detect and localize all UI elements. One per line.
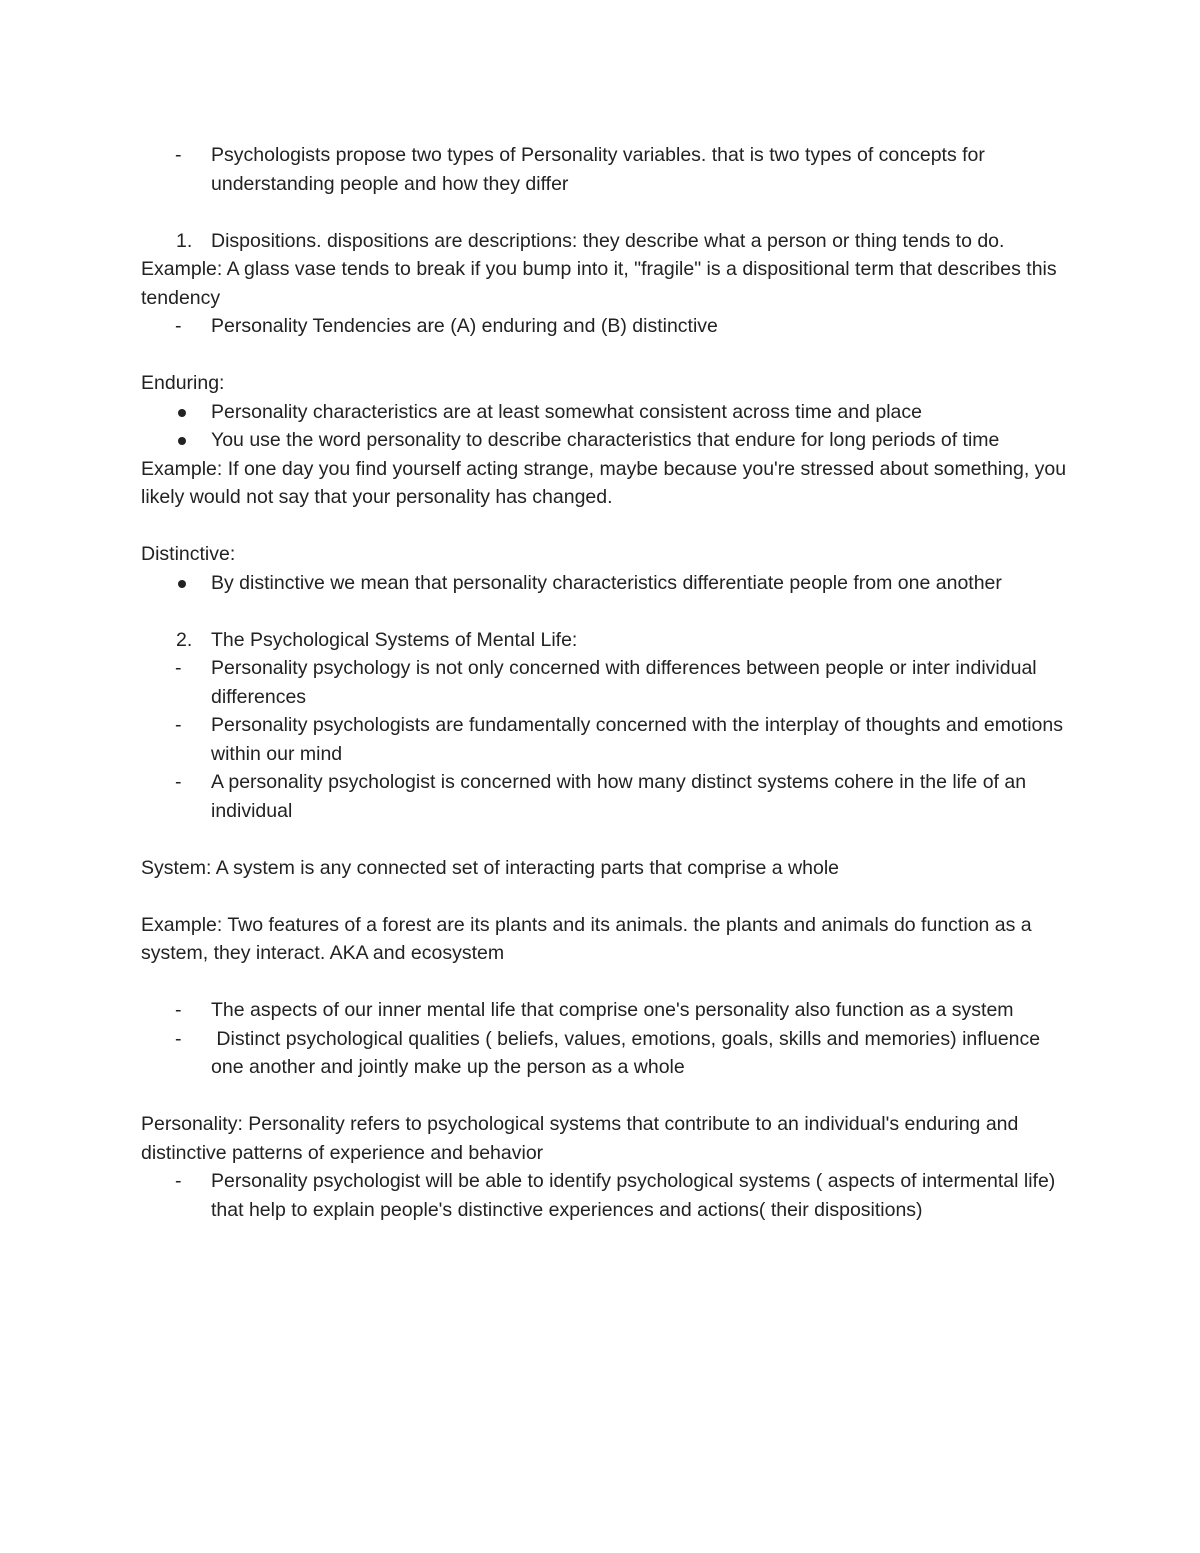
systems-heading-text: The Psychological Systems of Mental Life: bbox=[211, 628, 578, 651]
intro-item-text: Psychologists propose two types of Personality variables. that is two types of concepts for understanding people and how they differ bbox=[211, 144, 985, 195]
list-item: - Personality psychologists are fundamentally concerned with the interplay of thoughts and emotions within our mind bbox=[141, 711, 1071, 768]
list-item: - The aspects of our inner mental life that comprise one's personality also function as a system bbox=[141, 996, 1071, 1025]
system-definition: System: A system is any connected set of interacting parts that comprise a whole bbox=[141, 856, 840, 879]
tendencies-text: Personality Tendencies are (A) enduring and (B) distinctive bbox=[211, 315, 718, 337]
list-item: - Distinct psychological qualities ( beliefs, values, emotions, goals, skills and memories) influence one another and jointly make up the person as a whole bbox=[141, 1025, 1071, 1082]
systems-item-text: Personality psychologists are fundamentally concerned with the interplay of thoughts and emotions within our mind bbox=[211, 714, 1063, 765]
document-page bbox=[141, 141, 1071, 1224]
bullet-item bbox=[141, 398, 1071, 427]
dispositions-text: Dispositions. dispositions are descriptions: they describe what a person or thing tends to do. bbox=[211, 229, 1005, 252]
example-forest: Example: Two features of a forest are its plants and its animals. the plants and animals do function as a system, they interact. AKA and ecosystem bbox=[141, 913, 1032, 964]
systems-item-text: Personality psychology is not only concerned with differences between people or inter individual differences bbox=[211, 657, 1037, 708]
enduring-bullet-text: You use the word personality to describe characteristics that endure for long periods of time bbox=[211, 429, 1000, 451]
distinctive-heading: Distinctive: bbox=[141, 543, 236, 565]
list-item: - Psychologists propose two types of Personality variables. that is two types of concepts for understanding people and how they differ bbox=[141, 141, 1071, 198]
list-item: - Personality psychologist will be able to identify psychological systems ( aspects of intermental life) that help to explain people's distinctive experiences and actions( their dispositions) bbox=[141, 1167, 1071, 1224]
bullet-item bbox=[141, 426, 1071, 455]
list-item: - Personality psychology is not only concerned with differences between people or inter individual differences bbox=[141, 654, 1071, 711]
distinctive-bullet-text: By distinctive we mean that personality characteristics differentiate people from one another bbox=[211, 571, 1002, 594]
list-item: - Personality Tendencies are (A) enduring and (B) distinctive bbox=[141, 312, 1071, 341]
enduring-heading: Enduring: bbox=[141, 372, 225, 394]
example-vase: Example: A glass vase tends to break if you bump into it, "fragile" is a dispositional term that describes this tendency bbox=[141, 258, 1057, 309]
personality-definition: Personality: Personality refers to psychological systems that contribute to an individual's enduring and distinctive patterns of experience and behavior bbox=[141, 1113, 1019, 1164]
final-item-text: Personality psychologist will be able to identify psychological systems ( aspects of intermental life) that help to explain people's distinctive experiences and actions( their dispositions) bbox=[211, 1170, 1056, 1221]
list-item: - A personality psychologist is concerned with how many distinct systems cohere in the life of an individual bbox=[141, 768, 1071, 825]
aspects-item-text: The aspects of our inner mental life that comprise one's personality also function as a system bbox=[211, 999, 1014, 1021]
aspects-item-text: Distinct psychological qualities ( beliefs, values, emotions, goals, skills and memories) influence one another and jointly make up the person as a whole bbox=[211, 1027, 1046, 1078]
numbered-item-1: 1. Dispositions. dispositions are descriptions: they describe what a person or thing tends to do. bbox=[141, 227, 1071, 256]
systems-item-text: A personality psychologist is concerned with how many distinct systems cohere in the life of an individual bbox=[211, 771, 1027, 822]
bullet-item bbox=[141, 569, 1071, 598]
numbered-item-2: 2. The Psychological Systems of Mental Life: bbox=[141, 626, 1071, 655]
enduring-bullet-text: Personality characteristics are at least somewhat consistent across time and place bbox=[211, 400, 922, 423]
example-stressed: Example: If one day you find yourself acting strange, maybe because you're stressed about something, you likely would not say that your personality has changed. bbox=[141, 457, 1067, 508]
